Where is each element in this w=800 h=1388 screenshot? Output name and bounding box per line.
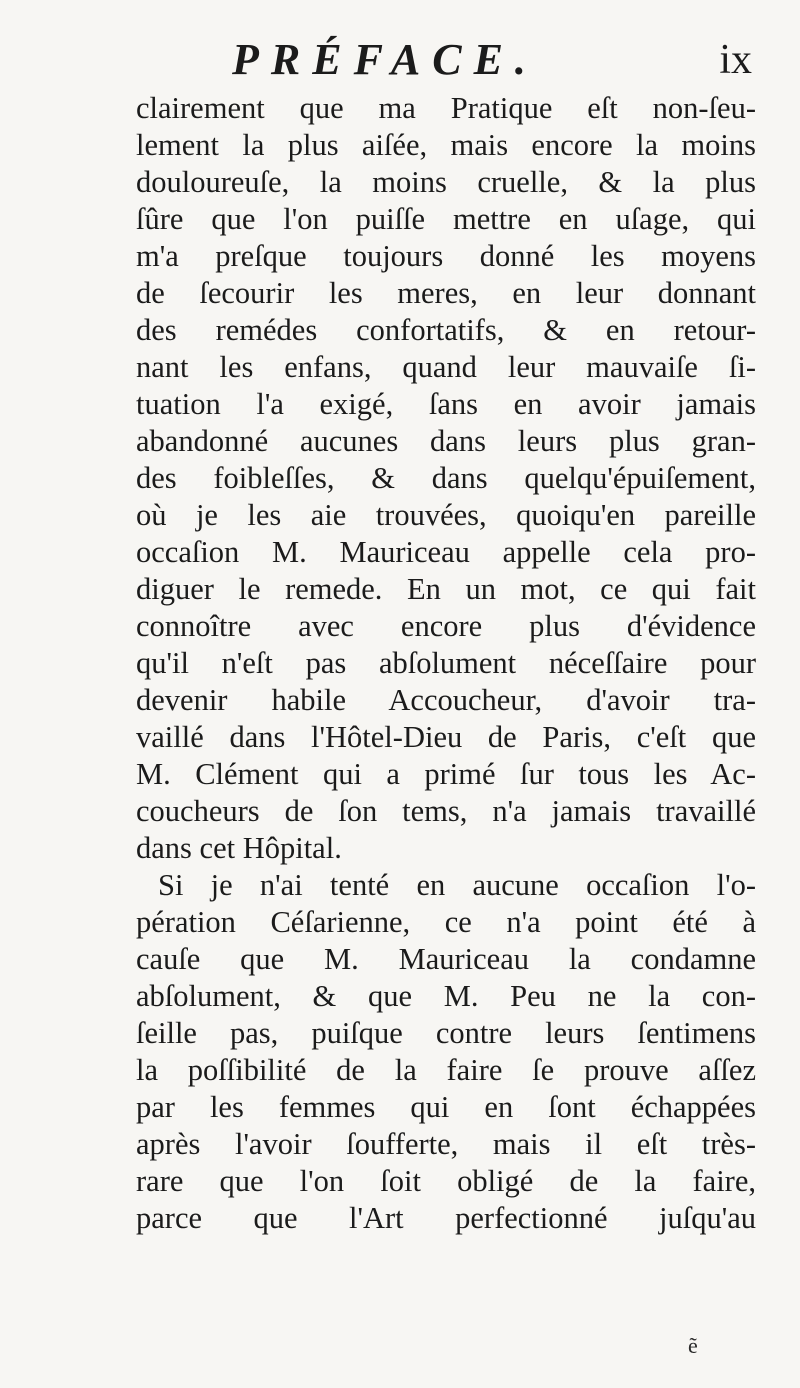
text-line: ſûre que l'on puiſſe mettre en uſage, qui <box>136 202 756 236</box>
text-line: M. Clément qui a primé ſur tous les Ac- <box>136 757 756 791</box>
text-line: la poſſibilité de la faire ſe prouve aſſez <box>136 1053 756 1087</box>
text-line: de ſecourir les meres, en leur donnant <box>136 276 756 310</box>
text-line: lement la plus aiſée, mais encore la moins <box>136 128 756 162</box>
text-line: des remédes confortatifs, & en retour- <box>136 313 756 347</box>
text-line: qu'il n'eſt pas abſolument néceſſaire pour <box>136 646 756 680</box>
paragraph-start-line: Si je n'ai tenté en aucune occaſion l'o- <box>158 868 756 902</box>
text-line: coucheurs de ſon tems, n'a jamais travaillé <box>136 794 756 828</box>
text-line: diguer le remede. En un mot, ce qui fait <box>136 572 756 606</box>
text-line: par les femmes qui en ſont échappées <box>136 1090 756 1124</box>
text-line: ſeille pas, puiſque contre leurs ſentimens <box>136 1016 756 1050</box>
text-line: après l'avoir ſoufferte, mais il eſt très- <box>136 1127 756 1161</box>
text-line: des foibleſſes, & dans quelqu'épuiſement, <box>136 461 756 495</box>
text-line: parce que l'Art perfectionné juſqu'au <box>136 1201 756 1235</box>
text-line: où je les aie trouvées, quoiqu'en pareille <box>136 498 756 532</box>
text-line: abſolument, & que M. Peu ne la con- <box>136 979 756 1013</box>
page-number: ix <box>719 37 752 83</box>
text-line: occaſion M. Mauriceau appelle cela pro- <box>136 535 756 569</box>
page-header <box>232 30 752 90</box>
text-line: abandonné aucunes dans leurs plus gran- <box>136 424 756 458</box>
text-line: devenir habile Accoucheur, d'avoir tra- <box>136 683 756 717</box>
text-line: connoître avec encore plus d'évidence <box>136 609 756 643</box>
text-line: cauſe que M. Mauriceau la condamne <box>136 942 756 976</box>
text-line: douloureuſe, la moins cruelle, & la plus <box>136 165 756 199</box>
running-title: PRÉFACE. <box>232 35 538 84</box>
text-line: clairement que ma Pratique eſt non-ſeu- <box>136 91 756 125</box>
body-text <box>136 90 756 1237</box>
text-line: pération Céſarienne, ce n'a point été à <box>136 905 756 939</box>
paragraph-end-line: dans cet Hôpital. <box>136 831 342 865</box>
text-line: nant les enfans, quand leur mauvaiſe ſi- <box>136 350 756 384</box>
text-line: rare que l'on ſoit obligé de la faire, <box>136 1164 756 1198</box>
text-line: m'a preſque toujours donné les moyens <box>136 239 756 273</box>
text-line: tuation l'a exigé, ſans en avoir jamais <box>136 387 756 421</box>
signature-mark: ẽ <box>688 1333 698 1358</box>
text-line: vaillé dans l'Hôtel-Dieu de Paris, c'eſt que <box>136 720 756 754</box>
